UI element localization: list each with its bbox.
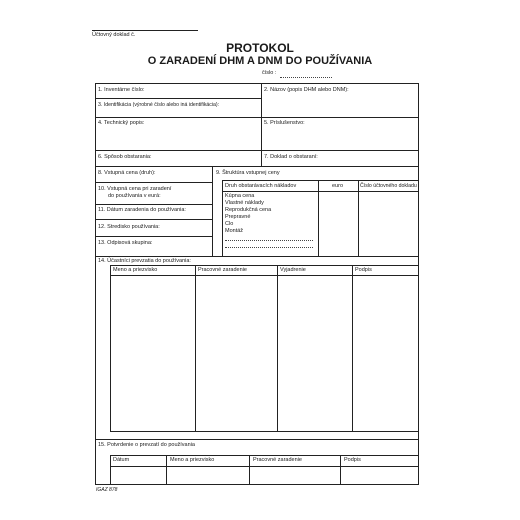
cost-blank-line <box>225 247 313 248</box>
cost-row: Kúpna cena <box>225 193 255 199</box>
sep-f10 <box>95 204 212 205</box>
confirmation-col-0 <box>110 455 111 484</box>
field-depreciation-group: 13. Odpisová skupina: <box>98 240 153 246</box>
sep-f12 <box>95 236 212 237</box>
sep-row2 <box>95 150 419 151</box>
confirmation-header-name: Meno a priezvisko <box>170 457 215 463</box>
cost-table-header-sep <box>222 191 418 192</box>
sep-f8 <box>95 182 212 183</box>
sep-row5 <box>95 439 419 440</box>
participants-header-name: Meno a priezvisko <box>113 267 158 273</box>
sep-row4 <box>95 256 419 257</box>
border-bottom <box>95 484 419 485</box>
participants-col-3 <box>352 265 353 431</box>
border-top <box>95 83 419 84</box>
field-cost-center: 12. Stredisko používania: <box>98 224 160 230</box>
confirmation-col-1 <box>166 455 167 484</box>
sep-row1 <box>95 117 419 118</box>
confirmation-col-3 <box>340 455 341 484</box>
cost-header-type: Druh obstarávacích nákladov <box>225 183 297 189</box>
participants-header-statement: Vyjadrenie <box>280 267 306 273</box>
cost-row: Prepravné <box>225 214 251 220</box>
cost-row: Reprodukčná cena <box>225 207 272 213</box>
protocol-number-line <box>280 77 332 78</box>
confirmation-header-sep <box>110 466 418 467</box>
field-identification: 3. Identifikácia (výrobné číslo alebo iná identifikácia): <box>98 102 220 108</box>
divider-middle <box>212 166 213 256</box>
cost-table-col-doc <box>358 180 359 256</box>
participants-table-top <box>110 265 418 266</box>
cost-table-col-euro <box>318 180 319 256</box>
field-commissioning-date: 11. Dátum zaradenia do používania: <box>98 207 186 213</box>
field-accessories: 5. Príslušenstvo: <box>264 120 305 126</box>
form-title-line1: PROTOKOL <box>226 41 294 55</box>
participants-col-1 <box>195 265 196 431</box>
field-acquisition-method: 6. Spôsob obstarania: <box>98 154 152 160</box>
field-technical-description: 4. Technický popis: <box>98 120 145 126</box>
field-participants: 14. Účastníci prevzatia do používania: <box>98 258 191 264</box>
cost-header-euro: euro <box>332 183 344 189</box>
cost-row: Vlastné náklady <box>225 200 264 206</box>
confirmation-header-signature: Podpis <box>344 457 361 463</box>
doc-number-underline <box>92 30 198 31</box>
participants-header-position: Pracovné zaradenie <box>198 267 247 273</box>
doc-number-label: Účtovný doklad č. <box>92 32 136 38</box>
participants-col-2 <box>277 265 278 431</box>
sep-f11 <box>95 219 212 220</box>
participants-header-signature: Podpis <box>355 267 372 273</box>
confirmation-header-position: Pracovné zaradenie <box>253 457 302 463</box>
cost-header-doc-number: Číslo účtovného dokladu <box>360 183 417 189</box>
participants-table-bottom <box>110 431 418 432</box>
border-right <box>418 83 419 484</box>
confirmation-table-top <box>110 455 418 456</box>
field-price-structure: 9. Štruktúra vstupnej ceny <box>216 170 280 176</box>
confirmation-header-date: Dátum <box>113 457 130 463</box>
participants-header-sep <box>110 275 418 276</box>
sep-row3 <box>95 166 419 167</box>
cost-table-left <box>222 180 223 256</box>
form-title-line2: O ZARADENÍ DHM A DNM DO POUŽÍVANIA <box>147 55 373 67</box>
field-entry-price-line2: do používania v eurá: <box>108 193 161 199</box>
cost-row: Clo <box>225 221 234 227</box>
cost-table-top <box>222 180 418 181</box>
field-entry-price-line1: 10. Vstupná cena pri zaradení <box>98 186 172 192</box>
field-handover-confirmation: 15. Potvrdenie o prevzatí do používania <box>98 442 195 448</box>
confirmation-col-2 <box>249 455 250 484</box>
sep-f1-f3 <box>95 98 261 99</box>
protocol-number-label: číslo : <box>262 70 277 76</box>
divider-top-grid <box>261 83 262 166</box>
field-entry-price-type: 8. Vstupná cena (druh): <box>98 170 156 176</box>
participants-col-0 <box>110 265 111 431</box>
field-name: 2. Názov (popis DHM alebo DNM): <box>264 87 349 93</box>
field-inventory-number: 1. Inventárne číslo: <box>98 87 145 93</box>
field-acquisition-document: 7. Doklad o obstaraní: <box>264 154 318 160</box>
border-left <box>95 83 96 484</box>
cost-blank-line <box>225 240 313 241</box>
form-code: IGAZ 878 <box>96 487 118 493</box>
cost-row: Montáž <box>225 228 244 234</box>
